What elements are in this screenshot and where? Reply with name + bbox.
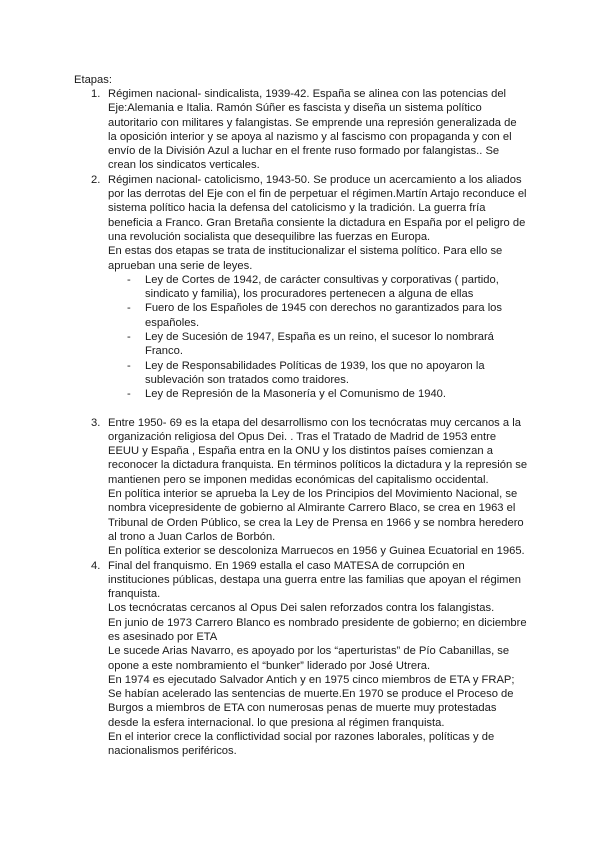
dash-bullet: - xyxy=(127,359,131,372)
item-paragraph: En política exterior se descoloniza Marruecos en 1956 y Guinea Ecuatorial en 1965. xyxy=(108,545,525,558)
stage-item-1 xyxy=(0,87,528,173)
item-number: 4. xyxy=(91,559,101,572)
dash-bullet: - xyxy=(127,302,131,315)
item-paragraph: En 1974 es ejecutado Salvador Antich y en 1975 cinco miembros de ETA y FRAP; Se habían acelerado las sentencias de muerte.En 1970 se produce el Proceso de Burgos a miembros de ETA con numerosas penas de muerte muy protestadas desde la esfera internacional. lo que presiona al régimen franquista. xyxy=(108,673,515,729)
item-paragraph: Régimen nacional- sindicalista, 1939-42. España se alinea con las potencias del Eje:Alemania e Italia. Ramón Súñer es fascista y diseña un sistema político autoritario con militares y falangistas. Se emprende una represión generalizada de la oposición interior y se apoya al nazismo y al fascismo con propaganda y con el envío de la División Azul a luchar en el frente ruso formado por falangistas.. Se crean los sindicatos verticales. xyxy=(108,88,517,172)
law-item xyxy=(108,301,525,330)
dash-bullet: - xyxy=(127,273,131,286)
stage-item-4 xyxy=(0,559,528,759)
law-item xyxy=(108,330,525,359)
stage-item-3 xyxy=(0,416,528,559)
law-text: Ley de Cortes de 1942, de carácter consultivas y corporativas ( partido, sindicato y familia), los procuradores pertenecen a alguna de ellas xyxy=(145,273,499,301)
item-paragraph: En el interior crece la conflictividad social por razones laborales, políticas y de nacionalismos periféricos. xyxy=(108,731,495,758)
item-paragraph: Final del franquismo. En 1969 estalla el caso MATESA de corrupción en instituciones públicas, destapa una guerra entre las familias que apoyan el régimen franquista. xyxy=(108,559,521,601)
item-paragraph: En junio de 1973 Carrero Blanco es nombrado presidente de gobierno; en diciembre es asesinado por ETA xyxy=(108,616,527,643)
item-paragraph: Le sucede Arias Navarro, es apoyado por los “aperturistas” de Pío Cabanillas, se opone a este nombramiento el “bunker” liderado por José Utrera. xyxy=(108,645,510,672)
dash-bullet: - xyxy=(127,388,131,401)
spacer xyxy=(0,402,600,416)
laws-list xyxy=(108,273,528,402)
stage-item-2 xyxy=(0,173,528,402)
item-paragraph: En estas dos etapas se trata de institucionalizar el sistema político. Para ello se aprueban una serie de leyes. xyxy=(108,245,503,272)
law-text: Ley de Represión de la Masonería y el Comunismo de 1940. xyxy=(145,388,446,401)
law-text: Ley de Sucesión de 1947, España es un reino, el sucesor lo nombrará Franco. xyxy=(145,331,494,358)
item-paragraph: Los tecnócratas cercanos al Opus Dei salen reforzados contra los falangistas. xyxy=(108,602,495,615)
item-number: 2. xyxy=(91,173,101,186)
stages-list xyxy=(0,87,600,759)
item-number: 3. xyxy=(91,416,101,429)
law-item xyxy=(108,359,525,388)
item-paragraph: En política interior se aprueba la Ley de los Principios del Movimiento Nacional, se nombra vicepresidente de gobierno al Almirante Carrero Blaco, se crea en 1963 el Tribunal de Orden Público, se crea la Ley de Prensa en 1966 y se nombra heredero al trono a Juan Carlos de Borbón. xyxy=(108,488,524,543)
law-text: Ley de Responsabilidades Políticas de 1939, los que no apoyaron la sublevación son tratados como traidores. xyxy=(145,359,485,386)
heading: Etapas: xyxy=(74,74,112,86)
item-paragraph: Régimen nacional- catolicismo, 1943-50. Se produce un acercamiento a los aliados por las derrotas del Eje con el fin de perpetuar el régimen.Martín Artajo reconduce el sistema político hacia la defensa del catolicismo y la tradición. La guerra fría beneficia a Franco. Gran Bretaña consiente la dictadura en España por el peligro de una revolución socialista que desequilibre las fuerzas en Europa. xyxy=(108,173,527,243)
law-item xyxy=(108,387,525,401)
item-paragraph: Entre 1950- 69 es la etapa del desarrollismo con los tecnócratas muy cercanos a la organización religiosa del Opus Dei. . Tras el Tratado de Madrid de 1953 entre EEUU y España , España entra en la ONU y los distintos países comienzan a reconocer la dictadura franquista. En términos políticos la dictadura y la represión se mantienen pero se imponen medidas económicas del capitalismo occidental. xyxy=(108,416,528,486)
item-number: 1. xyxy=(91,88,101,100)
dash-bullet: - xyxy=(127,331,131,344)
law-item xyxy=(108,273,525,302)
law-text: Fuero de los Españoles de 1945 con derechos no garantizados para los españoles. xyxy=(145,302,502,329)
